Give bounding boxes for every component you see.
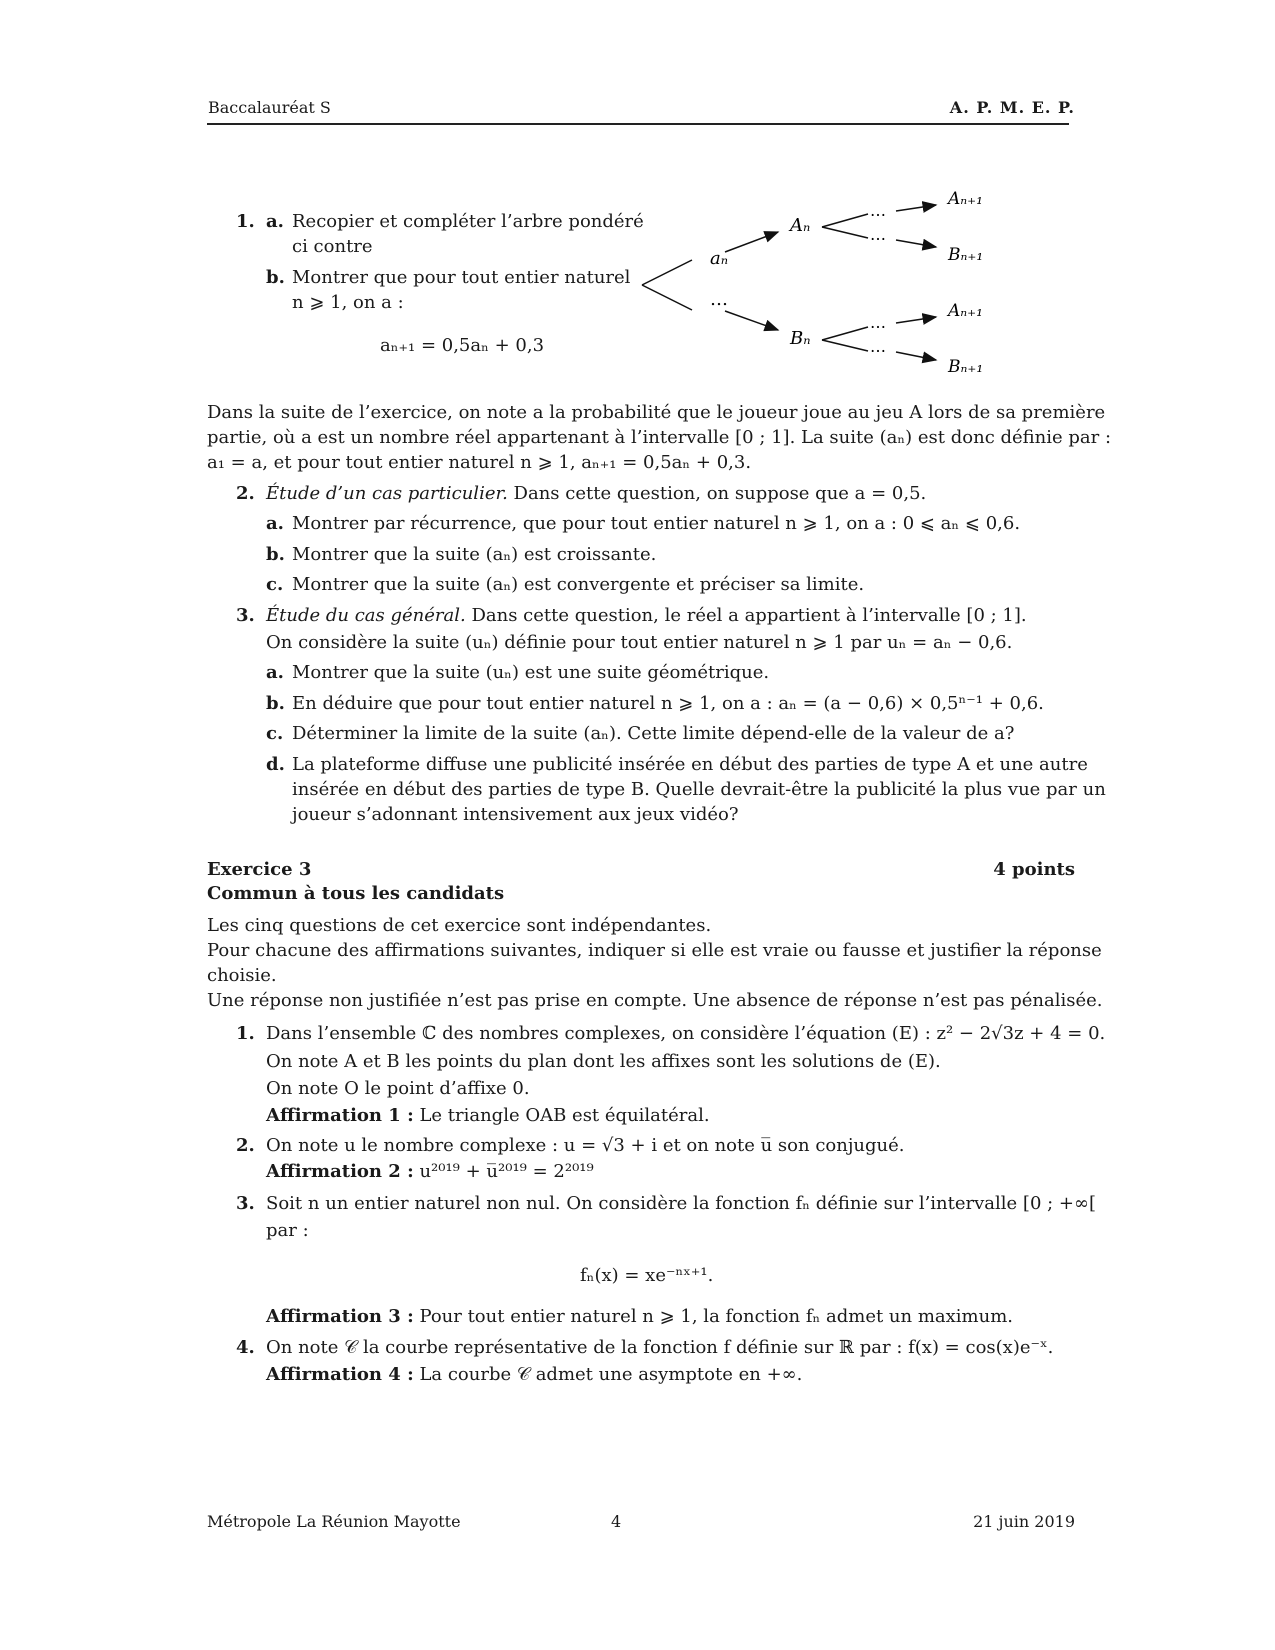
- q2b-text: Montrer que la suite (aₙ) est croissante.: [292, 544, 657, 565]
- aff1-text: Le triangle OAB est équilatéral.: [413, 1105, 710, 1126]
- footer-right: 21 juin 2019: [973, 1512, 1075, 1531]
- q3-text: Dans cette question, le réel a appartient à l’intervalle [0 ; 1].: [465, 605, 1027, 626]
- tree-leaf-A1: Aₙ₊₁: [948, 189, 983, 209]
- tree-dots-2: …: [870, 225, 886, 244]
- aff4-text: La courbe 𝒞 admet une asymptote en +∞.: [413, 1364, 803, 1385]
- q3d-label: d.: [266, 754, 285, 775]
- q2a-text: Montrer par récurrence, que pour tout entier naturel n ⩾ 1, on a : 0 ⩽ aₙ ⩽ 0,6.: [292, 513, 1021, 534]
- aff3-label: Affirmation 3 :: [266, 1306, 414, 1327]
- q2-title: Étude d’un cas particulier.: [266, 483, 508, 504]
- ex3-q4-line-1: On note 𝒞 la courbe représentative de la fonction f définie sur ℝ par : f(x) = cos(x)e⁻ˣ.: [266, 1337, 1054, 1358]
- header-right: A. P. M. E. P.: [949, 98, 1075, 117]
- q3c-text: Déterminer la limite de la suite (aₙ). Cette limite dépend-elle de la valeur de a?: [292, 723, 1015, 744]
- q3a-label: a.: [266, 662, 284, 683]
- intro-line-3: a₁ = a, et pour tout entier naturel n ⩾ 1, aₙ₊₁ = 0,5aₙ + 0,3.: [207, 452, 752, 473]
- ex3-affirmation-2: [266, 1160, 594, 1184]
- ex3-q1-line-3: On note O le point d’affixe 0.: [266, 1078, 530, 1099]
- ex3-q2-number: 2.: [236, 1135, 255, 1156]
- tree-dots-1: …: [870, 201, 886, 220]
- recurrence-formula: aₙ₊₁ = 0,5aₙ + 0,3: [380, 335, 545, 356]
- q1b-line1: Montrer que pour tout entier naturel: [292, 267, 631, 288]
- tree-node-An: Aₙ: [790, 215, 811, 236]
- q2c-label: c.: [266, 574, 284, 595]
- tree-arrow-to-Bn: [725, 311, 778, 330]
- ex3-q3-formula: fₙ(x) = xe⁻ⁿˣ⁺¹.: [580, 1265, 714, 1286]
- q2-text: Dans cette question, on suppose que a = 0,5.: [507, 483, 927, 504]
- footer-left: Métropole La Réunion Mayotte: [207, 1512, 461, 1531]
- tree-branch-Bn-up: [822, 327, 868, 340]
- ex3-q3-line-1: Soit n un entier naturel non nul. On considère la fonction fₙ définie sur l’intervalle [0 ; +∞[: [266, 1193, 1097, 1214]
- intro-line-1: Dans la suite de l’exercice, on note a la probabilité que le joueur joue au jeu A lors de sa première: [207, 402, 1106, 423]
- tree-label-root-dots: …: [710, 289, 728, 310]
- tree-leaf-A2: Aₙ₊₁: [948, 301, 983, 321]
- tree-branch-root-down: [642, 285, 692, 310]
- q3b-label: b.: [266, 693, 285, 714]
- tree-branch-Bn-down: [822, 340, 868, 351]
- tree-branch-An-down: [822, 227, 868, 238]
- intro-line-2: partie, où a est un nombre réel appartenant à l’intervalle [0 ; 1]. La suite (aₙ) est donc définie par :: [207, 427, 1112, 448]
- q1a-line1: Recopier et compléter l’arbre pondéré: [292, 211, 644, 232]
- aff2-text: u²⁰¹⁹ + u̅²⁰¹⁹ = 2²⁰¹⁹: [413, 1161, 594, 1182]
- tree-node-Bn: Bₙ: [790, 328, 811, 349]
- ex3-q3-number: 3.: [236, 1193, 255, 1214]
- q1-number: 1.: [236, 211, 255, 232]
- q2a-label: a.: [266, 513, 284, 534]
- q3b-text: En déduire que pour tout entier naturel n ⩾ 1, on a : aₙ = (a − 0,6) × 0,5ⁿ⁻¹ + 0,6.: [292, 693, 1044, 714]
- q3-heading: [266, 604, 1027, 628]
- ex3-q1-line-1: Dans l’ensemble ℂ des nombres complexes, on considère l’équation (E) : z² − 2√3z + 4 = 0.: [266, 1023, 1106, 1044]
- tree-branch-root-up: [642, 260, 692, 285]
- ex3-subtitle: Commun à tous les candidats: [207, 883, 505, 904]
- tree-leaf-B1: Bₙ₊₁: [948, 245, 984, 265]
- q1a-line2: ci contre: [292, 236, 373, 257]
- tree-label-an: aₙ: [710, 248, 729, 269]
- aff2-label: Affirmation 2 :: [266, 1161, 414, 1182]
- ex3-intro-3: choisie.: [207, 965, 277, 986]
- footer-page-number: 4: [611, 1512, 622, 1531]
- q2-heading: [266, 482, 926, 506]
- tree-arrow-leaf-1: [896, 205, 936, 211]
- q1a-label: a.: [266, 211, 284, 232]
- ex3-intro-4: Une réponse non justifiée n’est pas prise en compte. Une absence de réponse n’est pas pénalisée.: [207, 990, 1103, 1011]
- ex3-q1-line-2: On note A et B les points du plan dont les affixes sont les solutions de (E).: [266, 1051, 941, 1072]
- probability-tree: [640, 180, 1060, 390]
- ex3-q4-number: 4.: [236, 1337, 255, 1358]
- ex3-intro-1: Les cinq questions de cet exercice sont indépendantes.: [207, 915, 712, 936]
- q2c-text: Montrer que la suite (aₙ) est convergente et préciser sa limite.: [292, 574, 865, 595]
- header-rule: [207, 123, 1069, 125]
- header-left: Baccalauréat S: [208, 98, 331, 117]
- tree-dots-4: …: [870, 337, 886, 356]
- ex3-q3-line-2: par :: [266, 1220, 309, 1241]
- q3-title: Étude du cas général.: [266, 605, 466, 626]
- q3d-line-1: La plateforme diffuse une publicité insérée en début des parties de type A et une autre: [292, 754, 1088, 775]
- aff1-label: Affirmation 1 :: [266, 1105, 414, 1126]
- tree-leaf-B2: Bₙ₊₁: [948, 357, 984, 377]
- q2-number: 2.: [236, 483, 255, 504]
- tree-arrow-leaf-3: [896, 317, 936, 323]
- ex3-q2-line-1: On note u le nombre complexe : u = √3 + i et on note u̅ son conjugué.: [266, 1135, 905, 1156]
- tree-arrow-leaf-2: [896, 240, 936, 247]
- q3a-text: Montrer que la suite (uₙ) est une suite géométrique.: [292, 662, 770, 683]
- tree-arrow-leaf-4: [896, 352, 936, 360]
- aff3-text: Pour tout entier naturel n ⩾ 1, la fonction fₙ admet un maximum.: [413, 1306, 1014, 1327]
- tree-dots-3: …: [870, 313, 886, 332]
- ex3-points: 4 points: [993, 859, 1075, 880]
- q3c-label: c.: [266, 723, 284, 744]
- aff4-label: Affirmation 4 :: [266, 1364, 414, 1385]
- q3d-line-2: insérée en début des parties de type B. Quelle devrait-être la publicité la plus vue par un: [292, 779, 1106, 800]
- q1b-line2: n ⩾ 1, on a :: [292, 292, 404, 313]
- ex3-q1-number: 1.: [236, 1023, 255, 1044]
- ex3-intro-2: Pour chacune des affirmations suivantes, indiquer si elle est vraie ou fausse et justifier la réponse: [207, 940, 1102, 961]
- tree-branch-An-up: [822, 214, 868, 227]
- ex3-affirmation-3: [266, 1305, 1013, 1329]
- q3d-line-3: joueur s’adonnant intensivement aux jeux vidéo?: [292, 804, 739, 825]
- q1b-label: b.: [266, 267, 285, 288]
- tree-arrow-to-An: [725, 232, 778, 252]
- ex3-title: Exercice 3: [207, 859, 312, 880]
- ex3-affirmation-4: [266, 1363, 802, 1387]
- q2b-label: b.: [266, 544, 285, 565]
- q3-number: 3.: [236, 605, 255, 626]
- q3-line-2: On considère la suite (uₙ) définie pour tout entier naturel n ⩾ 1 par uₙ = aₙ − 0,6.: [266, 632, 1013, 653]
- ex3-affirmation-1: [266, 1104, 710, 1128]
